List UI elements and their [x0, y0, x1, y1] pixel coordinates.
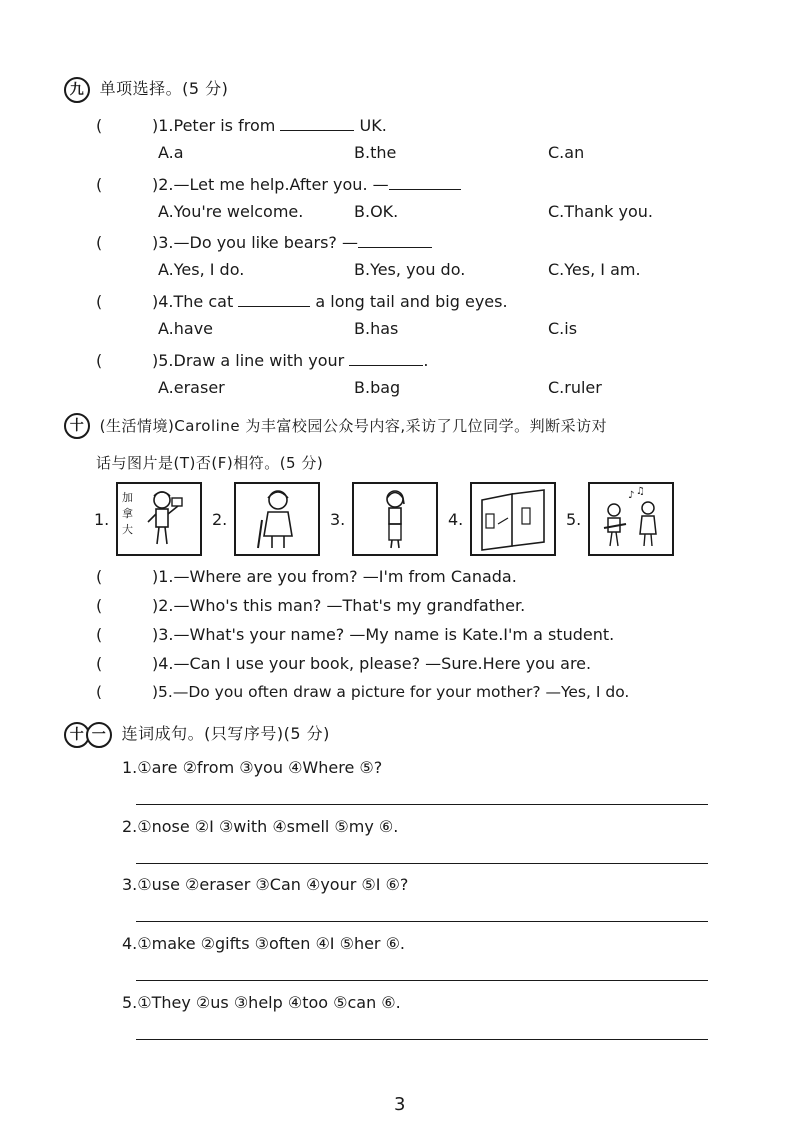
- word-order-item: 4.①make ②gifts ③often ④I ⑤her ⑥.: [122, 934, 406, 953]
- fill-blank[interactable]: [358, 231, 432, 248]
- fill-blank[interactable]: [238, 290, 310, 307]
- answer-paren[interactable]: (: [96, 351, 103, 370]
- answer-line[interactable]: [136, 1039, 708, 1040]
- side-text: 加拿大: [122, 491, 133, 536]
- picture-5: [588, 482, 674, 556]
- fill-blank[interactable]: [389, 173, 461, 190]
- open-book-icon: [472, 484, 554, 554]
- question-stem-end: a long tail and big eyes.: [310, 292, 508, 311]
- option-c: C.Yes, I am.: [548, 260, 641, 279]
- question-stem-end: UK.: [354, 116, 387, 135]
- question-stem: )5.Draw a line with your: [152, 351, 350, 370]
- picture-label: 4.: [448, 510, 464, 529]
- option-b: B.Yes, you do.: [354, 260, 466, 279]
- dialogue-row: [96, 625, 614, 644]
- question-stem: )4.The cat: [152, 292, 239, 311]
- picture-1: [116, 482, 202, 556]
- question-stem: )2.—Let me help.After you. —: [152, 175, 389, 194]
- answer-line[interactable]: [136, 921, 708, 922]
- girl-icon: [354, 484, 436, 554]
- word-order-item: 5.①They ②us ③help ④too ⑤can ⑥.: [122, 993, 401, 1012]
- option-a: A.You're welcome.: [158, 202, 304, 221]
- dialogue-row: [96, 654, 591, 673]
- section-9-header: [64, 76, 228, 103]
- section-title: 连词成句。(只写序号)(5 分): [121, 724, 330, 743]
- option-c: C.is: [548, 319, 578, 338]
- svg-text:♪: ♪: [628, 490, 635, 501]
- option-c: C.an: [548, 143, 585, 162]
- dialogue-text: )1.—Where are you from? —I'm from Canada.: [152, 567, 517, 586]
- picture-2: [234, 482, 320, 556]
- answer-paren[interactable]: (: [96, 683, 103, 701]
- option-a: A.a: [158, 143, 184, 162]
- answer-line[interactable]: [136, 863, 708, 864]
- section-title: 单项选择。(5 分): [99, 79, 229, 98]
- picture-label: 1.: [94, 510, 110, 529]
- option-a: A.eraser: [158, 378, 225, 397]
- picture-label: 5.: [566, 510, 582, 529]
- question-stem: )1.Peter is from: [152, 116, 281, 135]
- question-row: [96, 231, 432, 252]
- option-a: A.Yes, I do.: [158, 260, 245, 279]
- answer-line[interactable]: [136, 980, 708, 981]
- option-b: B.bag: [354, 378, 401, 397]
- dialogue-row: [96, 596, 525, 615]
- option-b: B.has: [354, 319, 399, 338]
- section-11-header: [64, 721, 330, 748]
- section-number-badge: 十: [64, 722, 90, 748]
- dialogue-row: [96, 683, 629, 701]
- question-row: [96, 290, 508, 311]
- section-number-badge: 九: [64, 77, 90, 103]
- option-c: C.Thank you.: [548, 202, 653, 221]
- answer-paren[interactable]: (: [96, 116, 103, 135]
- dialogue-text: )5.—Do you often draw a picture for your mother? —Yes, I do.: [152, 683, 630, 701]
- page-number: 3: [394, 1094, 406, 1115]
- word-order-item: 1.①are ②from ③you ④Where ⑤?: [122, 758, 383, 777]
- answer-paren[interactable]: (: [96, 596, 103, 615]
- answer-paren[interactable]: (: [96, 233, 103, 252]
- section-number-badge: 一: [86, 722, 112, 748]
- question-stem-end: .: [423, 351, 429, 370]
- option-c: C.ruler: [548, 378, 602, 397]
- answer-paren[interactable]: (: [96, 175, 103, 194]
- question-stem: )3.—Do you like bears? —: [152, 233, 358, 252]
- answer-paren[interactable]: (: [96, 625, 103, 644]
- children-playing-music-icon: [590, 484, 672, 554]
- picture-3: [352, 482, 438, 556]
- option-a: A.have: [158, 319, 214, 338]
- dialogue-text: )2.—Who's this man? —That's my grandfather.: [152, 596, 526, 615]
- word-order-item: 3.①use ②eraser ③Can ④your ⑤I ⑥?: [122, 875, 409, 894]
- picture-4: [470, 482, 556, 556]
- dialogue-row: [96, 567, 517, 586]
- answer-paren[interactable]: (: [96, 567, 103, 586]
- answer-line[interactable]: [136, 804, 708, 805]
- answer-paren[interactable]: (: [96, 654, 103, 673]
- answer-paren[interactable]: (: [96, 292, 103, 311]
- dialogue-text: )4.—Can I use your book, please? —Sure.Here you are.: [152, 654, 592, 673]
- section-number-badge: 十: [64, 413, 90, 439]
- question-row: [96, 173, 461, 194]
- fill-blank[interactable]: [349, 349, 423, 366]
- option-b: B.the: [354, 143, 397, 162]
- section-title-line-2: 话与图片是(T)否(F)相符。(5 分): [96, 454, 324, 472]
- question-row: [96, 114, 387, 135]
- svg-text:♫: ♫: [636, 486, 645, 497]
- section-title-line-1: (生活情境)Caroline 为丰富校园公众号内容,采访了几位同学。判断采访对: [99, 416, 608, 435]
- section-10-header: [64, 413, 607, 439]
- picture-label: 3.: [330, 510, 346, 529]
- question-row: [96, 349, 428, 370]
- grandmother-with-cane-icon: [236, 484, 318, 554]
- fill-blank[interactable]: [280, 114, 354, 131]
- picture-label: 2.: [212, 510, 228, 529]
- dialogue-text: )3.—What's your name? —My name is Kate.I'm a student.: [152, 625, 615, 644]
- word-order-item: 2.①nose ②I ③with ④smell ⑤my ⑥.: [122, 817, 399, 836]
- option-b: B.OK.: [354, 202, 399, 221]
